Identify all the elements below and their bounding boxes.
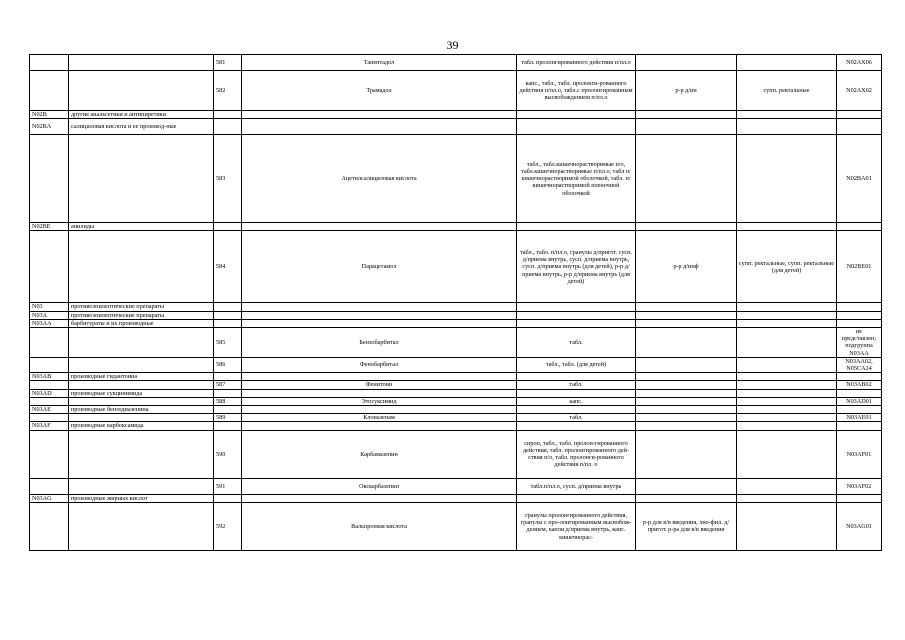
- atc-group-code-cell: [30, 71, 69, 111]
- injection-form-cell: [636, 406, 737, 414]
- row-number-cell: [214, 494, 242, 502]
- injection-form-cell: [636, 135, 737, 223]
- atc-group-name-cell: другие анальгетики и антипиретики: [69, 111, 214, 119]
- injection-form-cell: р-р д/инф: [636, 231, 737, 303]
- table-row: [30, 111, 882, 119]
- drug-name-cell: [242, 389, 517, 397]
- row-number-cell: [214, 319, 242, 327]
- injection-form-cell: [636, 373, 737, 381]
- dosage-form-cell: [517, 111, 636, 119]
- atc-group-code-cell: N03AF: [30, 422, 69, 430]
- row-number-cell: [214, 119, 242, 135]
- row-number-cell: 592: [214, 502, 242, 550]
- atc-group-code-cell: [30, 55, 69, 71]
- drug-name-cell: Фенобарбитал: [242, 357, 517, 372]
- atc-code-cell: [837, 494, 882, 502]
- atc-group-code-cell: N03AA: [30, 319, 69, 327]
- rectal-form-cell: [737, 430, 837, 478]
- dosage-form-cell: [517, 119, 636, 135]
- atc-group-name-cell: [69, 397, 214, 405]
- rectal-form-cell: [737, 494, 837, 502]
- atc-group-name-cell: производные бензодиазепина: [69, 406, 214, 414]
- atc-code-cell: N02BA01: [837, 135, 882, 223]
- atc-group-code-cell: N03AE: [30, 406, 69, 414]
- table-row: [30, 502, 882, 550]
- row-number-cell: 583: [214, 135, 242, 223]
- injection-form-cell: [636, 119, 737, 135]
- row-number-cell: 588: [214, 397, 242, 405]
- table-row: [30, 319, 882, 327]
- atc-code-cell: N02BE01: [837, 231, 882, 303]
- table-row: [30, 478, 882, 494]
- atc-group-code-cell: N03AG: [30, 494, 69, 502]
- row-number-cell: [214, 311, 242, 319]
- rectal-form-cell: [737, 502, 837, 550]
- table-row: [30, 328, 882, 358]
- row-number-cell: 591: [214, 478, 242, 494]
- atc-group-name-cell: противоэпилептические препараты: [69, 303, 214, 311]
- page-number: 39: [446, 38, 459, 52]
- atc-code-cell: N03AF02: [837, 478, 882, 494]
- drug-name-cell: Парацетамол: [242, 231, 517, 303]
- rectal-form-cell: [737, 397, 837, 405]
- table-row: [30, 406, 882, 414]
- rectal-form-cell: [737, 223, 837, 231]
- table-row: [30, 223, 882, 231]
- atc-group-name-cell: противоэпилептические препараты: [69, 311, 214, 319]
- rectal-form-cell: супп. ректальные, супп. ректальные (для детей): [737, 231, 837, 303]
- rectal-form-cell: [737, 478, 837, 494]
- injection-form-cell: [636, 414, 737, 422]
- dosage-form-cell: табл., табл. (для детей): [517, 357, 636, 372]
- dosage-form-cell: капс.: [517, 397, 636, 405]
- table-row: [30, 303, 882, 311]
- drug-name-cell: [242, 319, 517, 327]
- atc-group-code-cell: [30, 414, 69, 422]
- atc-group-name-cell: барбитураты и их производные: [69, 319, 214, 327]
- dosage-form-cell: [517, 319, 636, 327]
- atc-group-code-cell: N03AD: [30, 389, 69, 397]
- row-number-cell: 581: [214, 55, 242, 71]
- injection-form-cell: [636, 381, 737, 389]
- dosage-form-cell: табл.: [517, 381, 636, 389]
- atc-group-code-cell: N03A: [30, 311, 69, 319]
- row-number-cell: [214, 422, 242, 430]
- injection-form-cell: [636, 311, 737, 319]
- row-number-cell: [214, 111, 242, 119]
- row-number-cell: 582: [214, 71, 242, 111]
- rectal-form-cell: [737, 406, 837, 414]
- atc-code-cell: не представлен; подгруппа N03AA: [837, 328, 882, 358]
- atc-code-cell: [837, 389, 882, 397]
- atc-code-cell: [837, 303, 882, 311]
- drug-name-cell: [242, 311, 517, 319]
- injection-form-cell: [636, 389, 737, 397]
- atc-group-name-cell: [69, 502, 214, 550]
- row-number-cell: 586: [214, 357, 242, 372]
- dosage-form-cell: капс., табл., табл. пролонги-рованного действия п/пл.о, табл.с пролонгированным высвобождением п/пл.о: [517, 71, 636, 111]
- atc-group-name-cell: [69, 135, 214, 223]
- atc-group-name-cell: производные сукцинимида: [69, 389, 214, 397]
- table-row: [30, 397, 882, 405]
- rectal-form-cell: [737, 119, 837, 135]
- drug-name-cell: Окскарбазепин: [242, 478, 517, 494]
- atc-group-code-cell: N02BE: [30, 223, 69, 231]
- drug-name-cell: Клоназепам: [242, 414, 517, 422]
- atc-group-code-cell: [30, 135, 69, 223]
- atc-group-code-cell: N02B: [30, 111, 69, 119]
- row-number-cell: [214, 406, 242, 414]
- atc-code-cell: [837, 223, 882, 231]
- table-row: [30, 71, 882, 111]
- drug-name-cell: Бензобарбитал: [242, 328, 517, 358]
- drug-name-cell: [242, 111, 517, 119]
- drug-name-cell: Ацетилсалициловая кислота: [242, 135, 517, 223]
- atc-group-name-cell: салициловая кислота и ее производ-ные: [69, 119, 214, 135]
- dosage-form-cell: [517, 422, 636, 430]
- atc-group-name-cell: [69, 71, 214, 111]
- atc-group-code-cell: [30, 357, 69, 372]
- dosage-form-cell: [517, 303, 636, 311]
- drug-name-cell: Этосуксимид: [242, 397, 517, 405]
- drug-name-cell: [242, 119, 517, 135]
- row-number-cell: 590: [214, 430, 242, 478]
- atc-code-cell: N03AE01: [837, 414, 882, 422]
- table-row: [30, 135, 882, 223]
- rectal-form-cell: [737, 328, 837, 358]
- rectal-form-cell: [737, 381, 837, 389]
- drug-name-cell: [242, 494, 517, 502]
- injection-form-cell: р-р для в/в введения, лио-фил. д/пригот. р-ра для в/в введения: [636, 502, 737, 550]
- atc-code-cell: N03AB02: [837, 381, 882, 389]
- injection-form-cell: р-р д/ин: [636, 71, 737, 111]
- injection-form-cell: [636, 223, 737, 231]
- row-number-cell: [214, 389, 242, 397]
- atc-code-cell: N03AF01: [837, 430, 882, 478]
- dosage-form-cell: [517, 373, 636, 381]
- atc-code-cell: N02AX06: [837, 55, 882, 71]
- row-number-cell: 585: [214, 328, 242, 358]
- injection-form-cell: [636, 319, 737, 327]
- drug-name-cell: [242, 373, 517, 381]
- row-number-cell: 589: [214, 414, 242, 422]
- drug-name-cell: Тапентадол: [242, 55, 517, 71]
- atc-group-name-cell: производные гидантоина: [69, 373, 214, 381]
- atc-group-name-cell: [69, 231, 214, 303]
- atc-group-name-cell: [69, 430, 214, 478]
- atc-group-code-cell: N03AB: [30, 373, 69, 381]
- atc-group-name-cell: [69, 55, 214, 71]
- injection-form-cell: [636, 430, 737, 478]
- table-row: [30, 357, 882, 372]
- dosage-form-cell: [517, 311, 636, 319]
- row-number-cell: [214, 223, 242, 231]
- atc-group-name-cell: [69, 381, 214, 389]
- atc-code-cell: N03AA02, N05CA24: [837, 357, 882, 372]
- dosage-form-cell: табл. пролонгированного действия п/пл.о: [517, 55, 636, 71]
- row-number-cell: [214, 373, 242, 381]
- drug-name-cell: [242, 223, 517, 231]
- atc-code-cell: N03AD01: [837, 397, 882, 405]
- atc-code-cell: [837, 319, 882, 327]
- injection-form-cell: [636, 111, 737, 119]
- atc-group-name-cell: анилиды: [69, 223, 214, 231]
- atc-group-code-cell: [30, 231, 69, 303]
- atc-group-code-cell: [30, 381, 69, 389]
- atc-code-cell: [837, 311, 882, 319]
- table-row: [30, 389, 882, 397]
- row-number-cell: 587: [214, 381, 242, 389]
- dosage-form-cell: табл., табл. п/пл.о, гранулы д/пригот. сусп. д/приема внутрь, сусп. д/приема внутрь, сусп. д/приема внутрь (для детей), р-р д/приема внутрь, р-р д/приема внутрь (для детей): [517, 231, 636, 303]
- atc-group-code-cell: [30, 502, 69, 550]
- atc-group-name-cell: [69, 328, 214, 358]
- drug-name-cell: [242, 422, 517, 430]
- dosage-form-cell: табл., табл.кишечнорастворимые п/о, табл.кишечнорастворимые п/пл.о, табл п/кишечнорастворимой оболочкой, табл. п/кишечнорастворимой пленочной оболочкой: [517, 135, 636, 223]
- injection-form-cell: [636, 422, 737, 430]
- drug-name-cell: [242, 303, 517, 311]
- atc-code-cell: [837, 119, 882, 135]
- rectal-form-cell: [737, 414, 837, 422]
- table-row: [30, 414, 882, 422]
- rectal-form-cell: [737, 55, 837, 71]
- table-row: [30, 373, 882, 381]
- atc-group-name-cell: [69, 414, 214, 422]
- rectal-form-cell: [737, 303, 837, 311]
- rectal-form-cell: [737, 319, 837, 327]
- atc-group-code-cell: N03: [30, 303, 69, 311]
- drug-name-cell: Вальпроевая кислота: [242, 502, 517, 550]
- dosage-form-cell: сироп, табл., табл. пролон-гированного действия, табл. пролонгированного дей-ствия п/о, табл. пролонги-рованного действия п/пл. о: [517, 430, 636, 478]
- dosage-form-cell: гранулы пролонгированного действия, гранулы с про-лонгированным высвобож-дением, капли д/приема внутрь, капс. кишечнорас-: [517, 502, 636, 550]
- atc-code-cell: N02AX02: [837, 71, 882, 111]
- table-row: [30, 231, 882, 303]
- injection-form-cell: [636, 328, 737, 358]
- rectal-form-cell: [737, 389, 837, 397]
- dosage-form-cell: табл.: [517, 414, 636, 422]
- atc-group-name-cell: [69, 478, 214, 494]
- rectal-form-cell: [737, 311, 837, 319]
- table-row: [30, 381, 882, 389]
- injection-form-cell: [636, 55, 737, 71]
- table-row: [30, 422, 882, 430]
- rectal-form-cell: [737, 135, 837, 223]
- injection-form-cell: [636, 397, 737, 405]
- rectal-form-cell: [737, 357, 837, 372]
- rectal-form-cell: [737, 422, 837, 430]
- atc-group-code-cell: [30, 397, 69, 405]
- injection-form-cell: [636, 494, 737, 502]
- rectal-form-cell: [737, 111, 837, 119]
- injection-form-cell: [636, 303, 737, 311]
- atc-group-code-cell: [30, 328, 69, 358]
- table-row: [30, 430, 882, 478]
- rectal-form-cell: супп. ректальные: [737, 71, 837, 111]
- injection-form-cell: [636, 478, 737, 494]
- atc-code-cell: N03AG01: [837, 502, 882, 550]
- drug-name-cell: Фенитоин: [242, 381, 517, 389]
- table-row: [30, 55, 882, 71]
- drug-name-cell: [242, 406, 517, 414]
- atc-code-cell: [837, 373, 882, 381]
- table-row: [30, 494, 882, 502]
- row-number-cell: 584: [214, 231, 242, 303]
- drug-list-table: [29, 54, 882, 551]
- atc-group-name-cell: [69, 357, 214, 372]
- table-row: [30, 311, 882, 319]
- row-number-cell: [214, 303, 242, 311]
- atc-code-cell: [837, 111, 882, 119]
- dosage-form-cell: табл.: [517, 328, 636, 358]
- injection-form-cell: [636, 357, 737, 372]
- drug-name-cell: Карбамазепин: [242, 430, 517, 478]
- dosage-form-cell: [517, 406, 636, 414]
- atc-code-cell: [837, 406, 882, 414]
- dosage-form-cell: табл.п/пл.о, сусп. д/приема внутрь: [517, 478, 636, 494]
- drug-name-cell: Трамадол: [242, 71, 517, 111]
- atc-group-name-cell: производные карбоксамида: [69, 422, 214, 430]
- atc-group-code-cell: [30, 478, 69, 494]
- atc-code-cell: [837, 422, 882, 430]
- rectal-form-cell: [737, 373, 837, 381]
- atc-group-code-cell: N02BA: [30, 119, 69, 135]
- dosage-form-cell: [517, 389, 636, 397]
- dosage-form-cell: [517, 223, 636, 231]
- atc-group-code-cell: [30, 430, 69, 478]
- atc-group-name-cell: производные жирных кислот: [69, 494, 214, 502]
- table-row: [30, 119, 882, 135]
- dosage-form-cell: [517, 494, 636, 502]
